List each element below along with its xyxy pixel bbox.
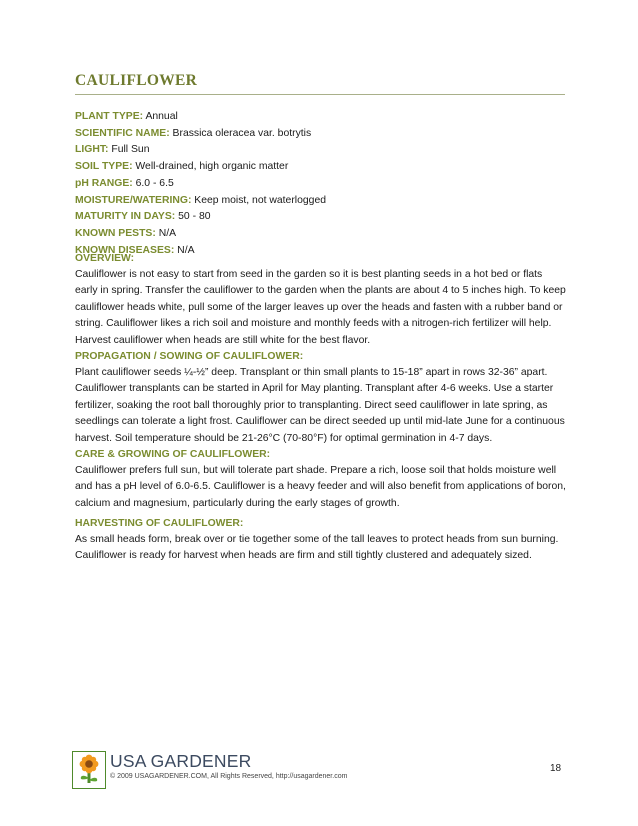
fact-value: Annual — [143, 111, 178, 122]
fact-label: pH RANGE: — [75, 177, 133, 189]
fact-value: Brassica oleracea var. botrytis — [169, 127, 312, 139]
fact-label: LIGHT: — [75, 144, 109, 156]
section-body: As small heads form, break over or tie together some of the tall leaves to protect heads from sun burning. Cauliflower is ready for harvest when heads are firm and still tightly clustered and adequately sized. — [75, 534, 559, 562]
section-harvesting — [75, 516, 567, 565]
fact-light — [75, 142, 565, 159]
page-title: CAULIFLOWER — [75, 72, 198, 89]
plant-facts-list — [75, 109, 565, 259]
fact-label: KNOWN PESTS: — [75, 227, 156, 239]
section-body: Cauliflower prefers full sun, but will tolerate part shade. Prepare a rich, loose soil that holds moisture well and has a pH level of 6.0-6.5. Cauliflower is a heavy feeder and will also benefit from applications of boron, calcium and magnesium, particularly during the early stages of growth. — [75, 465, 566, 509]
sunflower-logo-icon — [72, 751, 106, 789]
fact-value: 6.0 - 6.5 — [132, 177, 174, 189]
section-heading: PROPAGATION / SOWING OF CAULIFLOWER: — [75, 351, 304, 362]
fact-value: Keep moist, not waterlogged — [191, 194, 327, 206]
section-heading: OVERVIEW: — [75, 253, 135, 264]
fact-value: 50 - 80 — [175, 211, 211, 223]
fact-plant-type — [75, 109, 565, 126]
fact-value: N/A — [155, 227, 177, 239]
fact-value: Well-drained, high organic matter — [132, 161, 289, 173]
fact-label: PLANT TYPE: — [75, 111, 144, 122]
fact-scientific-name — [75, 126, 565, 143]
footer-copyright: © 2009 USAGARDENER.COM, All Rights Reserved, http://usagardener.com — [110, 773, 348, 780]
section-care-growing — [75, 447, 567, 512]
title-divider — [75, 94, 565, 95]
fact-value: Full Sun — [108, 144, 150, 156]
fact-known-pests — [75, 226, 565, 243]
section-body: Cauliflower is not easy to start from seed in the garden so it is best planting seeds in a hot bed or flats early in spring. Transfer the cauliflower to the garden when the plants are about 4 to 5 inches high. To keep cauliflower heads white, pull some of the larger leaves up over the heads and fasten with a rubber band or string. Cauliflower likes a rich soil and moisture and monthly feeds with a nitrogen-rich fertilizer will help. Harvest cauliflower when heads are still white for the best flavor. — [75, 269, 566, 346]
fact-label: SOIL TYPE: — [75, 161, 133, 173]
section-overview — [75, 251, 567, 349]
page-footer — [72, 751, 572, 791]
fact-ph-range — [75, 176, 565, 193]
section-propagation — [75, 349, 567, 447]
footer-brand: USA GARDENER — [110, 751, 252, 771]
fact-maturity — [75, 209, 565, 226]
page-number: 18 — [550, 763, 562, 774]
fact-label: SCIENTIFIC NAME: — [75, 127, 170, 139]
fact-moisture — [75, 193, 565, 210]
section-heading: CARE & GROWING OF CAULIFLOWER: — [75, 449, 271, 460]
section-heading: HARVESTING OF CAULIFLOWER: — [75, 518, 244, 529]
section-body: Plant cauliflower seeds ¼-½” deep. Transplant or thin small plants to 15-18” apart in rows 32-36” apart. Cauliflower transplants can be started in April for May planting. Transplant after 4-6 weeks. Use a starter fertilizer, soaking the root ball thoroughly prior to transplanting. Direct seed cauliflower in late spring, as seedlings can tolerate a light frost. Cauliflower can be direct seeded up until mid-late June for a continuous harvest. Soil temperature should be 21-26°C (70-80°F) for optimal germination in 4-7 days. — [75, 367, 565, 444]
fact-soil-type — [75, 159, 565, 176]
fact-label: MATURITY IN DAYS: — [75, 211, 176, 223]
fact-label: MOISTURE/WATERING: — [75, 194, 192, 206]
fact-label: KNOWN DISEASES: — [75, 244, 175, 256]
fact-value: N/A — [174, 244, 195, 256]
